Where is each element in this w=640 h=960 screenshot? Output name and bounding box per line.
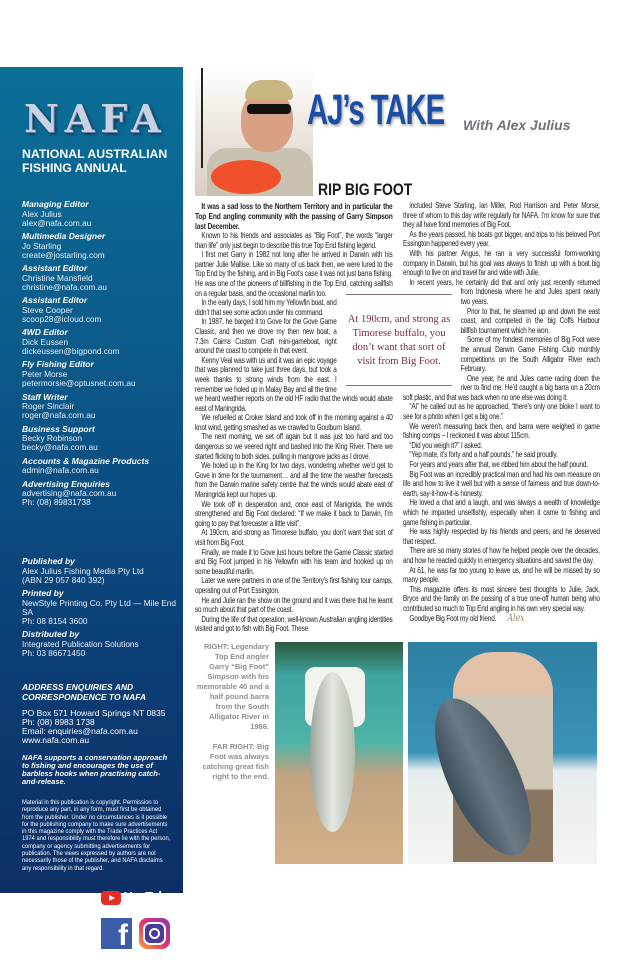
role-detail: Jo Starling	[22, 240, 62, 251]
nafa-logo: NAFA	[24, 96, 167, 141]
role-detail: Ph: (08) 89831738	[22, 497, 91, 508]
role-detail: Alex Julius Fishing Media Pty Ltd	[22, 565, 144, 576]
role-detail: Ph: 03 86671450	[22, 648, 86, 659]
role-detail: (ABN 29 057 840 392)	[22, 574, 105, 585]
role-detail: roger@nafa.com.au	[22, 410, 96, 421]
facebook-icon[interactable]: f	[101, 918, 132, 949]
masthead-entry	[22, 630, 182, 658]
conservation-note: NAFA supports a conservation approach to fishing and encourages the use of barbless hooks when practising catch-and-release.	[22, 753, 168, 786]
role-detail: Peter Morse	[22, 368, 68, 379]
article-paragraph: Kenny Veal was with us and it was an epic voyage that was planned to take just three days, but took a week thanks to strong winds from the east. I remember we holed up in Malay Bay and all the time we heard weather reports on the old HF radio that the winds would abate east of Maningrida.	[195, 355, 393, 413]
article-paragraph: Known to his friends and associates as “Big Foot”, the words “larger than life” only just begin to describe this true Top End fishing legend.	[195, 231, 393, 250]
article-paragraph: “Al” he called out as he approached, “there’s only one bloke I want to see for a photo when I get a big one.”	[403, 402, 600, 422]
caption-far-right: FAR RIGHT: Big Foot was always catching great fish right to the end.	[202, 742, 269, 781]
staff-list	[22, 200, 182, 512]
role-title: Published by	[22, 556, 75, 566]
role-title: Managing Editor	[22, 199, 89, 209]
article-paragraph: As the years passed, his boats got bigger, and trips to his beloved Port Essington happened every year.	[403, 229, 600, 249]
role-title: Distributed by	[22, 629, 80, 640]
photo-barra-1986	[275, 642, 403, 864]
column-title: AJ’s TAKE	[307, 86, 445, 134]
role-detail: becky@nafa.com.au	[22, 442, 98, 453]
photo-captions	[195, 642, 269, 792]
role-title: Fly Fishing Editor	[22, 359, 94, 370]
instagram-icon[interactable]	[139, 918, 170, 949]
role-title: Assistant Editor	[22, 295, 88, 306]
article-headline: RIP BIG FOOT	[318, 180, 413, 199]
youtube-play-icon	[101, 891, 121, 905]
role-detail: Christine Mansfield	[22, 272, 93, 283]
article-column-2	[403, 201, 600, 623]
article-paragraph: The next morning, we set off again but it was just too hard and too dangerous so we veered right and bashed into the King River. There we started flicking to both sides, pulling in mangrove jacks as I drove.	[195, 432, 393, 461]
masthead-entry	[22, 264, 182, 292]
role-detail: Becky Robinson	[22, 433, 82, 444]
article-paragraph: We weren’t measuring back then, and barra were weighed in game fishing comps – I reckoned it was about 115cm.	[403, 421, 600, 441]
article-column-1	[195, 201, 393, 634]
role-detail: scoop28@icloud.com	[22, 314, 102, 325]
role-title: Assistant Editor	[22, 263, 88, 274]
article-paragraph: He loved a chat and a laugh, and was always a wealth of knowledge which he imparted unselfishly, especially when it came to fishing and game fishing in particular.	[403, 498, 600, 527]
role-detail: Steve Cooper	[22, 304, 73, 315]
article-lead: It was a sad loss to the Northern Territory and in particular the Top End angling community with the passing of Garry Simpson last December.	[195, 201, 393, 231]
role-detail: Dick Eussen	[22, 336, 69, 347]
article-paragraph: Goodbye Big Foot my old friend. Alex	[409, 612, 525, 624]
article-paragraph: This magazine offers its most sincere best thoughts to Julie, Jack, Bryce and the family on the passing of a true one-off human being who contributed so much to Top End angling in his own very special way.	[403, 584, 600, 613]
article-paragraph: We refuelled at Croker Island and took off in the morning against a 40 knot wind, getting smashed as we crawled to Goulburn Island.	[195, 413, 393, 432]
role-detail: dickeussen@bigpond.com	[22, 346, 120, 357]
masthead-entry	[22, 457, 182, 476]
author-photo	[195, 68, 313, 196]
article-paragraph: Prior to that, he steamed up and down the east coast, and competed in the big Coffs Harbour billfish tournament which he won.	[460, 306, 600, 335]
masthead-entry	[22, 393, 182, 421]
publishing-info	[22, 557, 182, 663]
role-detail: alex@nafa.com.au	[22, 217, 92, 228]
masthead-sidebar	[0, 67, 183, 950]
article-paragraph: He and Julie ran the show on the ground and it was there that he learnt so much about that part of the coast.	[195, 595, 393, 615]
magazine-name: NATIONAL AUSTRALIAN FISHING ANNUAL	[22, 147, 168, 175]
copyright-notice: Material in this publication is copyright. Permission to reproduce any part, in any form, must first be obtained from the publisher. Under no circumstances is it possible for the publishing company to make sure advertisements in this magazine comply with the Trade Practices Act 1974 and responsibility must therefore lie with the person, company or agency submitting advertisements for publication. The views expressed by authors are not necessarily those of the publisher, and NAFA disclaims any responsibility in that regard.	[22, 799, 171, 872]
photo-big-fish-recent	[408, 642, 597, 864]
address-lines	[22, 709, 182, 745]
article-paragraph: Some of my fondest memories of Big Foot were the annual Darwin Game Fishing Club monthly competitions on the South Alligator River each February.	[460, 335, 600, 374]
address-block	[22, 683, 182, 745]
role-title: Advertising Enquiries	[22, 478, 110, 489]
byline: With Alex Julius	[463, 117, 571, 133]
role-title: Printed by	[22, 588, 64, 599]
article-paragraph: For years and years after that, we ribbed him about the half pound.	[409, 460, 588, 470]
role-detail: create@jostarling.com	[22, 249, 105, 260]
role-detail: Integrated Publication Solutions	[22, 638, 139, 649]
masthead-entry	[22, 328, 182, 356]
role-detail: advertising@nafa.com.au	[22, 488, 117, 499]
youtube-link[interactable]	[101, 889, 180, 906]
role-title: 4WD Editor	[22, 327, 68, 338]
article-paragraph: In 1987, he barged it to Gove for the Gove Game Classic, and then we drove my then new boat, a 7.3m Cairns Custom Craft mini-gameboat, right around the coast to compete in that event.	[195, 317, 337, 356]
masthead-entry	[22, 589, 182, 626]
address-line: PO Box 571 Howard Springs NT 0835	[22, 708, 166, 718]
article-paragraph: We took off in desperation and, once east of Manigrida, the winds strengthened and Big Foot declared: “If we make it back to Darwin, I’m going to pay that forecaster a little visit”.	[195, 499, 393, 528]
role-title: Business Support	[22, 423, 95, 434]
masthead-entry	[22, 232, 182, 260]
role-detail: petermorsie@optusnet.com.au	[22, 378, 136, 389]
article-paragraph: There are so many stories of how he helped people over the decades, and how he reacted quickly in emergency situations and saved the day.	[403, 546, 600, 565]
masthead-entry	[22, 425, 182, 453]
role-detail: Alex Julius	[22, 208, 62, 219]
masthead-entry	[22, 360, 182, 388]
article-paragraph: In recent years, he certainly did that and only just recently returned from Indonesia where he and Jules spent nearly two years.	[409, 277, 600, 306]
caption-right: RIGHT: Legendary Top End angler Garry “Big Foot” Simpson with his memorable 40 and a half pound barra from the South Alligator River in 1986.	[196, 642, 269, 731]
pull-quote: At 190cm, and strong as Timorese buffalo, you don’t want that sort of visit from Big Foot.	[346, 294, 452, 386]
address-heading: ADDRESS ENQUIRIES AND CORRESPONDENCE TO NAFA	[22, 682, 147, 702]
issn: ISSN 1322-1302	[22, 941, 82, 950]
masthead-entry	[22, 200, 182, 228]
address-line: Ph: (08) 8983 1738	[22, 717, 95, 727]
role-title: Multimedia Designer	[22, 231, 106, 242]
article-paragraph: “Yep mate, it’s forty and a half pounds,” he said proudly.	[409, 450, 558, 460]
role-detail: NewStyle Printing Co. Pty Ltd — Mile End SA	[22, 597, 177, 617]
article-paragraph: With his partner Angus, he ran a very successful form-working company in Darwin, but his goal was always to finish up with a boat big enough to live on and travel far and wide with Julie.	[403, 248, 600, 278]
article-paragraph: Big Foot was an incredibly practical man and had his own measure on life and how to live it well but with a sense of fairness and true down-to-earth, say-it-how-it-is honesty.	[403, 469, 600, 498]
article-paragraph: At 190cm, and strong as Timorese buffalo, you don’t want that sort of visit from Big Foot.	[195, 528, 393, 547]
masthead-entry	[22, 296, 182, 324]
signature: Alex	[507, 612, 525, 624]
role-detail: admin@nafa.com.au	[22, 465, 99, 476]
article-paragraph: I first met Garry in 1982 not long after he arrived in Darwin with his partner Julie Mallise. Like so many of us back then, we were lured to the Top End by the fishing, and in Big Foot’s case it was not just barra fishing. He was one of the pioneers of billfishing in the Top End, catching sailfish on a regular basis, and the occasional marlin too.	[195, 250, 393, 298]
article-paragraph: At 61, he was far too young to leave us, and he will be missed by so many people.	[403, 565, 600, 585]
masthead-entry	[22, 480, 182, 508]
address-line: www.nafa.com.au	[22, 735, 90, 745]
address-line: Email: enquiries@nafa.com.au	[22, 726, 138, 736]
article-paragraph: He was highly respected by his friends and peers, and he deserved that respect.	[403, 527, 600, 546]
role-detail: Ph: 08 8154 3600	[22, 616, 88, 627]
article-paragraph: We holed up in the King for two days, wondering whether we’d get to Gove in time for the tournament… and all the time the weather forecasts from the Darwin marine safety centre that the winds would abate east of Maningrida kept our hopes up.	[195, 461, 393, 500]
masthead-entry	[22, 557, 182, 585]
article-paragraph: In the early days, I sold him my Yellowfin boat, and didn’t that see some action under his command.	[195, 298, 337, 317]
article-paragraph: During the life of that operation, well-known Australian angling identities visited and got to fish with Big Foot. These	[195, 614, 393, 634]
article-paragraph: included Steve Starling, Ian Miller, Rod Harrison and Peter Morse; three of whom to this day write regularly for NAFA. I’m know for sure that they all have fond memories of Big Foot.	[403, 201, 600, 230]
article-paragraph: Finally, we made it to Gove just hours before the Game Classic started and Big Foot jumped in his Yellowfin with his team and hooked up on some beautiful marlin.	[195, 547, 393, 576]
role-title: Staff Writer	[22, 391, 68, 402]
role-detail: christine@nafa.com.au	[22, 281, 107, 292]
youtube-label: YouTube	[124, 889, 172, 906]
article-paragraph: One year, he and Jules came racing down the river to find me. He’d caught a big barra on a 20cm soft plastic, and that was back when no one else was doing it.	[403, 373, 600, 402]
article-paragraph: “Did you weigh it?” I asked.	[409, 440, 483, 450]
role-detail: Roger Sinclair	[22, 401, 75, 412]
article-paragraph: Later we were partners in one of the Territory’s first fishing tour camps, operating out of Port Essington.	[195, 576, 393, 595]
role-title: Accounts & Magazine Products	[22, 455, 150, 466]
